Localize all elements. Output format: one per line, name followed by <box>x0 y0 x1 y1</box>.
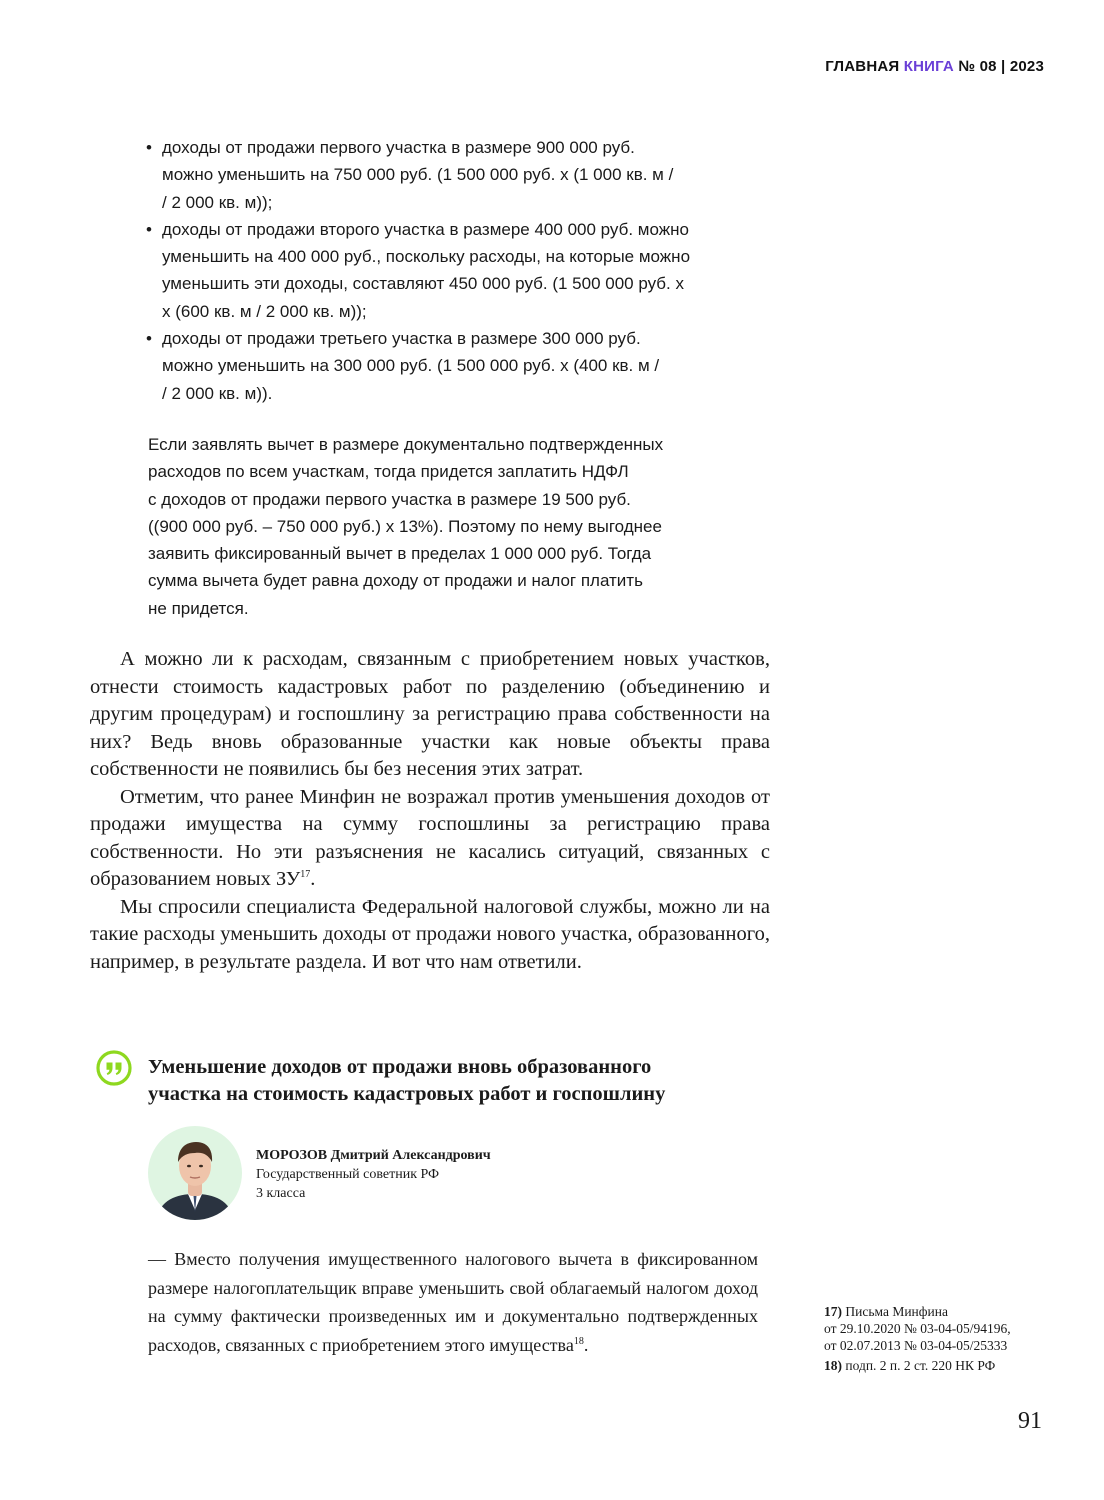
expert-position-line2: 3 класса <box>256 1186 306 1201</box>
quote-title: Уменьшение доходов от продажи вновь образованного участка на стоимость кадастровых работ и госпошлину <box>148 1056 666 1105</box>
footnotes <box>824 1303 1054 1377</box>
expert-photo <box>148 1126 242 1220</box>
brand-first: ГЛАВНАЯ <box>825 58 900 75</box>
footnote-ref-18[interactable]: 18 <box>573 1335 584 1347</box>
expert-answer: — Вместо получения имущественного налогового вычета в фиксированном размере налогоплательщик вправе уменьшить свой облагаемый налогом доход на сумму фактически произведенных им и документально подтвержденных расходов, связанных с приобретением этого имущества$^{18}$. <box>148 1249 758 1355</box>
bullet-item-3: • доходы от продажи третьего участка в размере 300 000 руб. можно уменьшить на 300 000 руб. (1 500 000 руб. х (400 кв. м / / 2 000 кв. м)). <box>146 325 786 407</box>
paragraph-2: Отметим, что ранее Минфин не возражал против уменьшения доходов от продажи имущества на сумму госпошлины за регистрацию права собственности. Но эти разъяснения не касались ситуаций, связанных с образованием новых ЗУ$^{17}$. <box>90 785 770 890</box>
paragraph-1: А можно ли к расходам, связанным с приобретением новых участков, отнести стоимость кадастровых работ по разделению (объединению и другим процедурам) и госпошлину за регистрацию права собственности на них? Ведь вновь образованные участки как новые объекты права собственности не появились бы без несения этих затрат. <box>90 648 770 780</box>
example-bullet-list <box>146 134 786 407</box>
footnote-ref-17[interactable]: 17 <box>300 869 311 881</box>
expert-info <box>256 1146 491 1203</box>
footnote-17: 17) Письма Минфина от 29.10.2020 № 03-04-05/94196, от 02.07.2013 № 03-04-05/25333 <box>824 1304 1011 1353</box>
magazine-header <box>825 58 1044 75</box>
footnote-18: 18) подп. 2 п. 2 ст. 220 НК РФ <box>824 1358 996 1373</box>
bullet-item-1: • доходы от продажи первого участка в размере 900 000 руб. можно уменьшить на 750 000 руб. (1 500 000 руб. х (1 000 кв. м / / 2 000 кв. м)); <box>146 134 786 216</box>
example-conclusion: Если заявлять вычет в размере документально подтвержденных расходов по всем участкам, тогда придется заплатить НДФЛ с доходов от продажи первого участка в размере 19 500 руб. ((900 000 руб. – 750 000 руб.) х 13%). Поэтому по нему выгоднее заявить фиксированный вычет в пределах 1 000 000 руб. Тогда сумма вычета будет равна доходу от продажи и налог платить не придется. <box>148 435 664 618</box>
article-body <box>90 646 770 976</box>
page-number: 91 <box>1018 1408 1042 1434</box>
paragraph-3: Мы спросили специалиста Федеральной налоговой службы, можно ли на такие расходы уменьшить доходы от продажи нового участка, образованного, например, в результате раздела. И вот что нам ответили. <box>90 895 770 973</box>
quote-mark-icon <box>96 1050 132 1086</box>
bullet-item-2: • доходы от продажи второго участка в размере 400 000 руб. можно уменьшить на 400 000 руб., поскольку расходы, на которые можно уменьшить эти доходы, составляют 450 000 руб. (1 500 000 руб. х х (600 кв. м / 2 000 кв. м)); <box>146 216 786 325</box>
issue-number: № 08 | 2023 <box>958 58 1044 75</box>
brand-second: КНИГА <box>903 58 954 75</box>
expert-name: МОРОЗОВ Дмитрий Александрович <box>256 1148 491 1163</box>
expert-position-line1: Государственный советник РФ <box>256 1167 440 1182</box>
